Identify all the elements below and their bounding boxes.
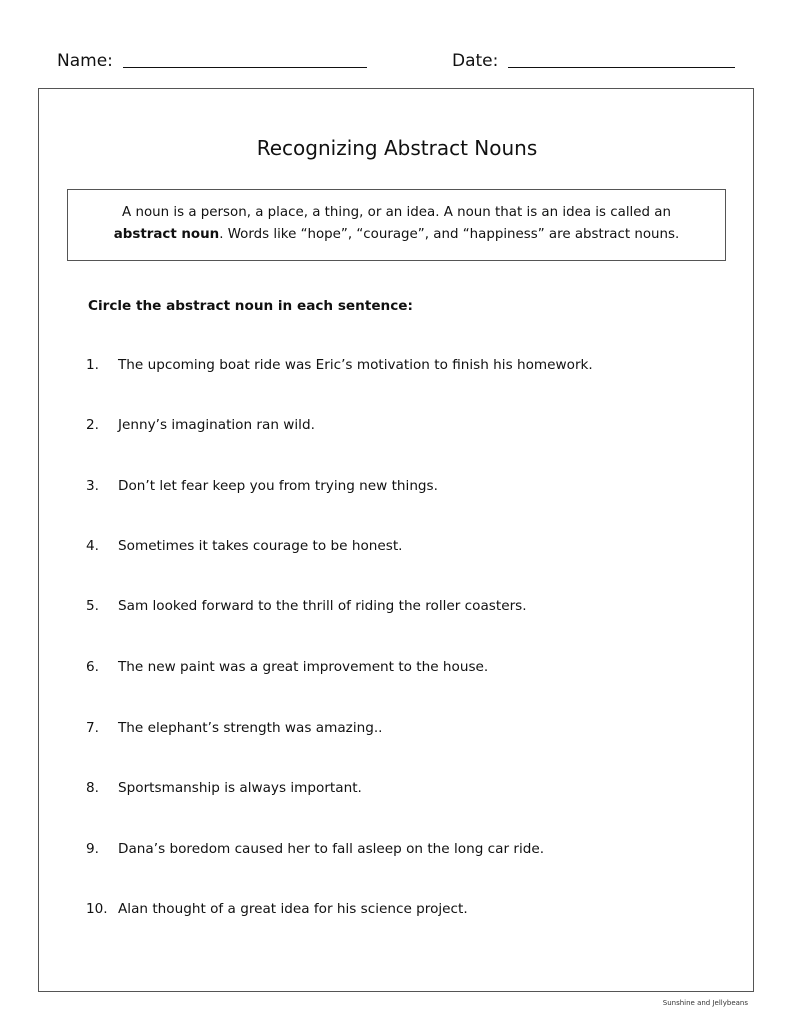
question-number: 2. [86,417,99,433]
question-item [86,596,527,616]
header-row [0,47,794,75]
question-number: 6. [86,659,99,675]
question-item [86,415,315,435]
question-text: Don’t let fear keep you from trying new things. [118,478,438,494]
question-number: 4. [86,538,99,554]
date-blank-line [508,47,735,68]
definition-line-2-rest: . Words like “hope”, “courage”, and “happiness” are abstract nouns. [219,227,680,242]
question-text: Sometimes it takes courage to be honest. [118,538,403,554]
instructions: Circle the abstract noun in each sentence: [88,298,413,314]
footer-credit: Sunshine and Jellybeans [662,999,748,1007]
question-text: The upcoming boat ride was Eric’s motivation to finish his homework. [118,357,593,373]
definition-line-1: A noun is a person, a place, a thing, or an idea. A noun that is an idea is called an [122,205,671,220]
name-field [57,47,367,73]
name-label: Name: [57,51,113,71]
question-item [86,536,402,556]
date-label: Date: [452,51,499,71]
question-text: Alan thought of a great idea for his science project. [118,901,468,917]
question-number: 10. [86,901,108,917]
definition-bold-term: abstract noun [113,227,220,242]
question-item [86,657,488,677]
question-number: 1. [86,357,99,373]
name-blank-line [123,47,367,68]
date-field [452,47,735,73]
question-text: Sam looked forward to the thrill of riding the roller coasters. [118,598,527,614]
question-number: 3. [86,478,99,494]
page-title: Recognizing Abstract Nouns [256,136,538,160]
question-number: 8. [86,780,99,796]
question-number: 7. [86,720,99,736]
definition-line-2 [68,224,725,246]
question-text: Dana’s boredom caused her to fall asleep on the long car ride. [118,841,545,857]
definition-box [67,189,726,261]
question-text: The elephant’s strength was amazing.. [118,720,383,736]
question-item [86,476,438,496]
question-text: Sportsmanship is always important. [118,780,362,796]
question-number: 9. [86,841,99,857]
question-item [86,839,544,859]
question-number: 5. [86,598,99,614]
question-item [86,778,362,798]
question-text: Jenny’s imagination ran wild. [118,417,315,433]
question-item [86,718,382,738]
question-item [86,899,468,919]
question-text: The new paint was a great improvement to the house. [118,659,489,675]
question-item [86,355,593,375]
